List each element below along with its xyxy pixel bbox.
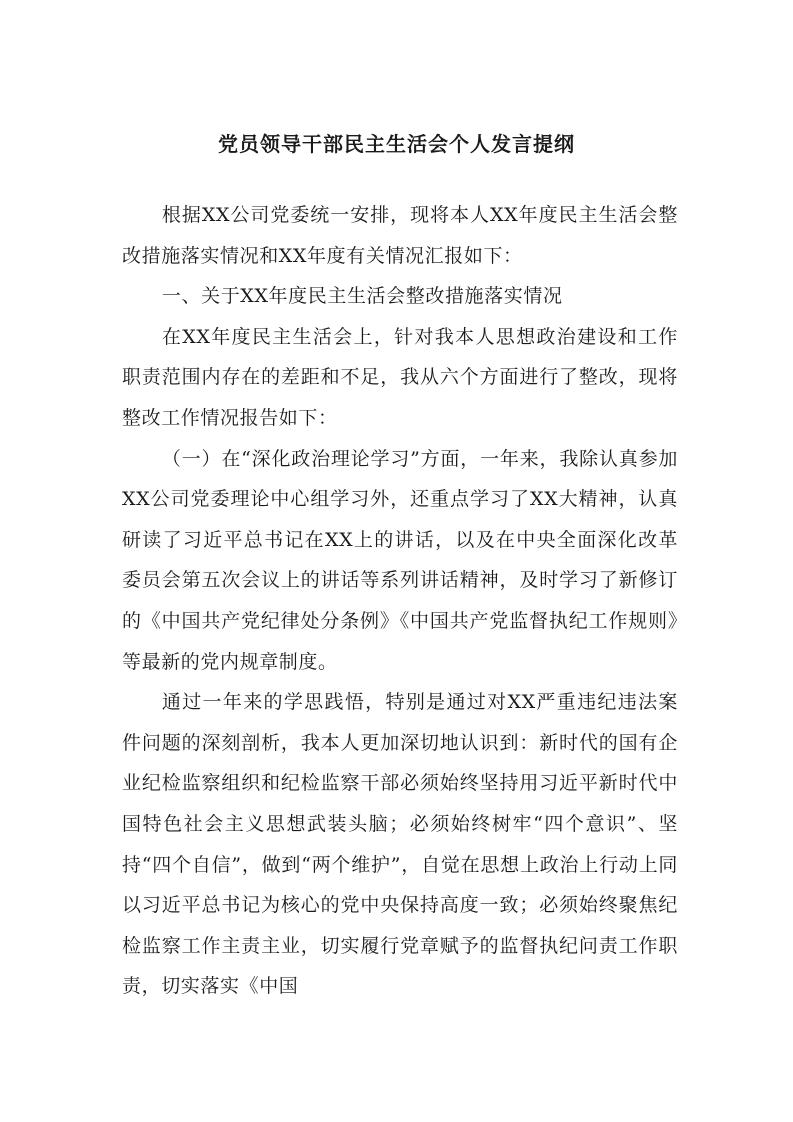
document-title: 党员领导干部民主生活会个人发言提纲	[218, 132, 575, 156]
document-body	[122, 195, 678, 1007]
paragraph-intro: 根据XX公司党委统一安排，现将本人XX年度民主生活会整改措施落实情况和XX年度有关情况汇报如下：	[122, 204, 678, 267]
paragraph-rectification-overview: 在XX年度民主生活会上，针对我本人思想政治建设和工作职责范围内存在的差距和不足，我从六个方面进行了整改，现将整改工作情况报告如下：	[122, 325, 678, 429]
section-heading-1: 一、关于XX年度民主生活会整改措施落实情况	[161, 285, 563, 308]
paragraph-theory-study: （一）在“深化政治理论学习”方面，一年来，我除认真参加XX公司党委理论中心组学习外，还重点学习了XX大精神，认真研读了习近平总书记在XX上的讲话，以及在中央全面深化改革委员会第五次会议上的讲话等系列讲话精神，及时学习了新修订的《中国共产党纪律处分条例》《中国共产党监督执纪工作规则》等最新的党内规章制度。	[122, 447, 678, 673]
paragraph-reflection: 通过一年来的学思践悟，特别是通过对XX严重违纪违法案件问题的深刻剖析，我本人更加深切地认识到：新时代的国有企业纪检监察组织和纪检监察干部必须始终坚持用习近平新时代中国特色社会主义思想武装头脑；必须始终树牢“四个意识”、坚持“四个自信”，做到“两个维护”，自觉在思想上政治上行动上同以习近平总书记为核心的党中央保持高度一致；必须始终聚焦纪检监察工作主责主业，切实履行党章赋予的监督执纪问责工作职责，切实落实《中国	[122, 691, 678, 998]
